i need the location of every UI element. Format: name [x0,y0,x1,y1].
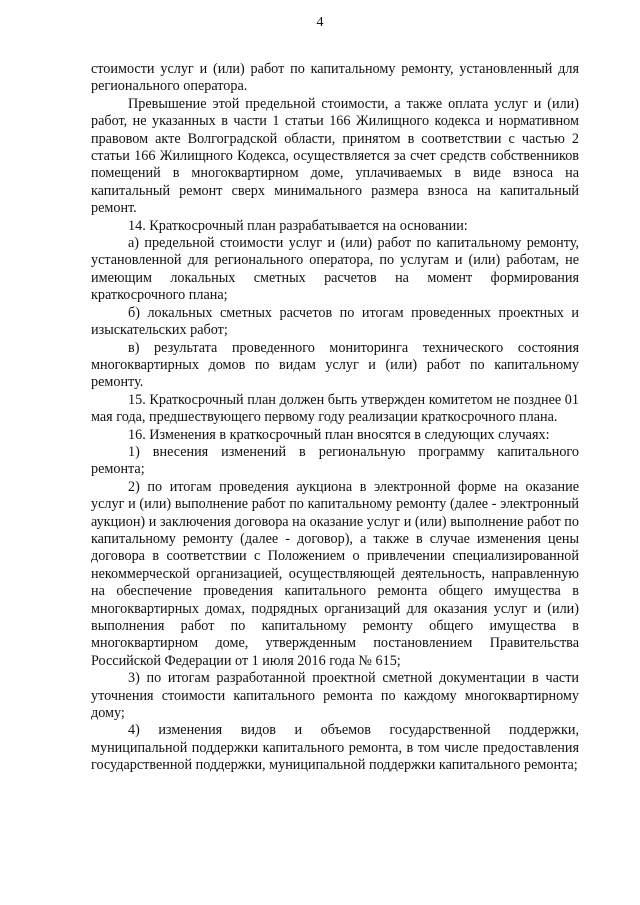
paragraph-16-3: 3) по итогам разработанной проектной сметной документации в части уточнения стоимости капитального ремонта по каждому многоквартирному дому; [91,670,579,722]
paragraph-14: 14. Краткосрочный план разрабатывается на основании: [128,217,468,234]
paragraph-16-1: 1) внесения изменений в региональную программу капитального ремонта; [91,443,579,478]
paragraph-15: 15. Краткосрочный план должен быть утвержден комитетом не позднее 01 мая года, предшествующего первому году реализации краткосрочного плана. [91,391,579,426]
paragraph-continuation: стоимости услуг и (или) работ по капитальному ремонту, установленный для регионального оператора. [91,61,579,95]
paragraph-14-b: б) локальных сметных расчетов по итогам проведенных проектных и изыскательских работ; [91,304,579,339]
paragraph-14-v: в) результата проведенного мониторинга технического состояния многоквартирных домов по видам услуг и (или) работ по капитальному ремонту. [91,339,579,391]
page-number: 4 [316,15,324,30]
paragraph-16-2: 2) по итогам проведения аукциона в электронной форме на оказание услуг и (или) выполнение работ по капитальному ремонту (далее - электронный аукцион) и заключения договора на оказание услуг и (или) выполнение работ по капитальному ремонту (далее - договор), а также в случае изменения цены договора в соответствии с Положением о привлечении специализированной некоммерческой организацией, осуществляющей деятельность, направленную на обеспечение проведения капитального ремонта общего имущества в многоквартирных домах, подрядных организаций для оказания услуг и (или) выполнения работ по капитальному ремонту общего имущества в многоквартирном доме, утвержденным постановлением Правительства Российской Федерации от 1 июля 2016 года № 615; [91,478,579,669]
paragraph-14-a: а) предельной стоимости услуг и (или) работ по капитальному ремонту, установленной для регионального оператора, по услугам и (или) работам, не имеющим локальных сметных расчетов на момент формирования краткосрочного плана; [91,235,579,304]
paragraph-16: 16. Изменения в краткосрочный план вносятся в следующих случаях: [128,426,550,443]
paragraph-16-4: 4) изменения видов и объемов государственной поддержки, муниципальной поддержки капитального ремонта, в том числе предоставления государственной поддержки, муниципальной поддержки капитального ремонта; [91,722,579,774]
document-body [91,61,579,775]
paragraph-cost-excess: Превышение этой предельной стоимости, а также оплата услуг и (или) работ, не указанных в части 1 статьи 166 Жилищного кодекса и нормативном правовом акте Волгоградской области, принятом в соответствии с частью 2 статьи 166 Жилищного Кодекса, осуществляется за счет средств собственников помещений в многоквартирном доме, уплачиваемых в виде взноса на капитальный ремонт сверх минимального размера взноса на капитальный ремонт. [91,95,579,217]
